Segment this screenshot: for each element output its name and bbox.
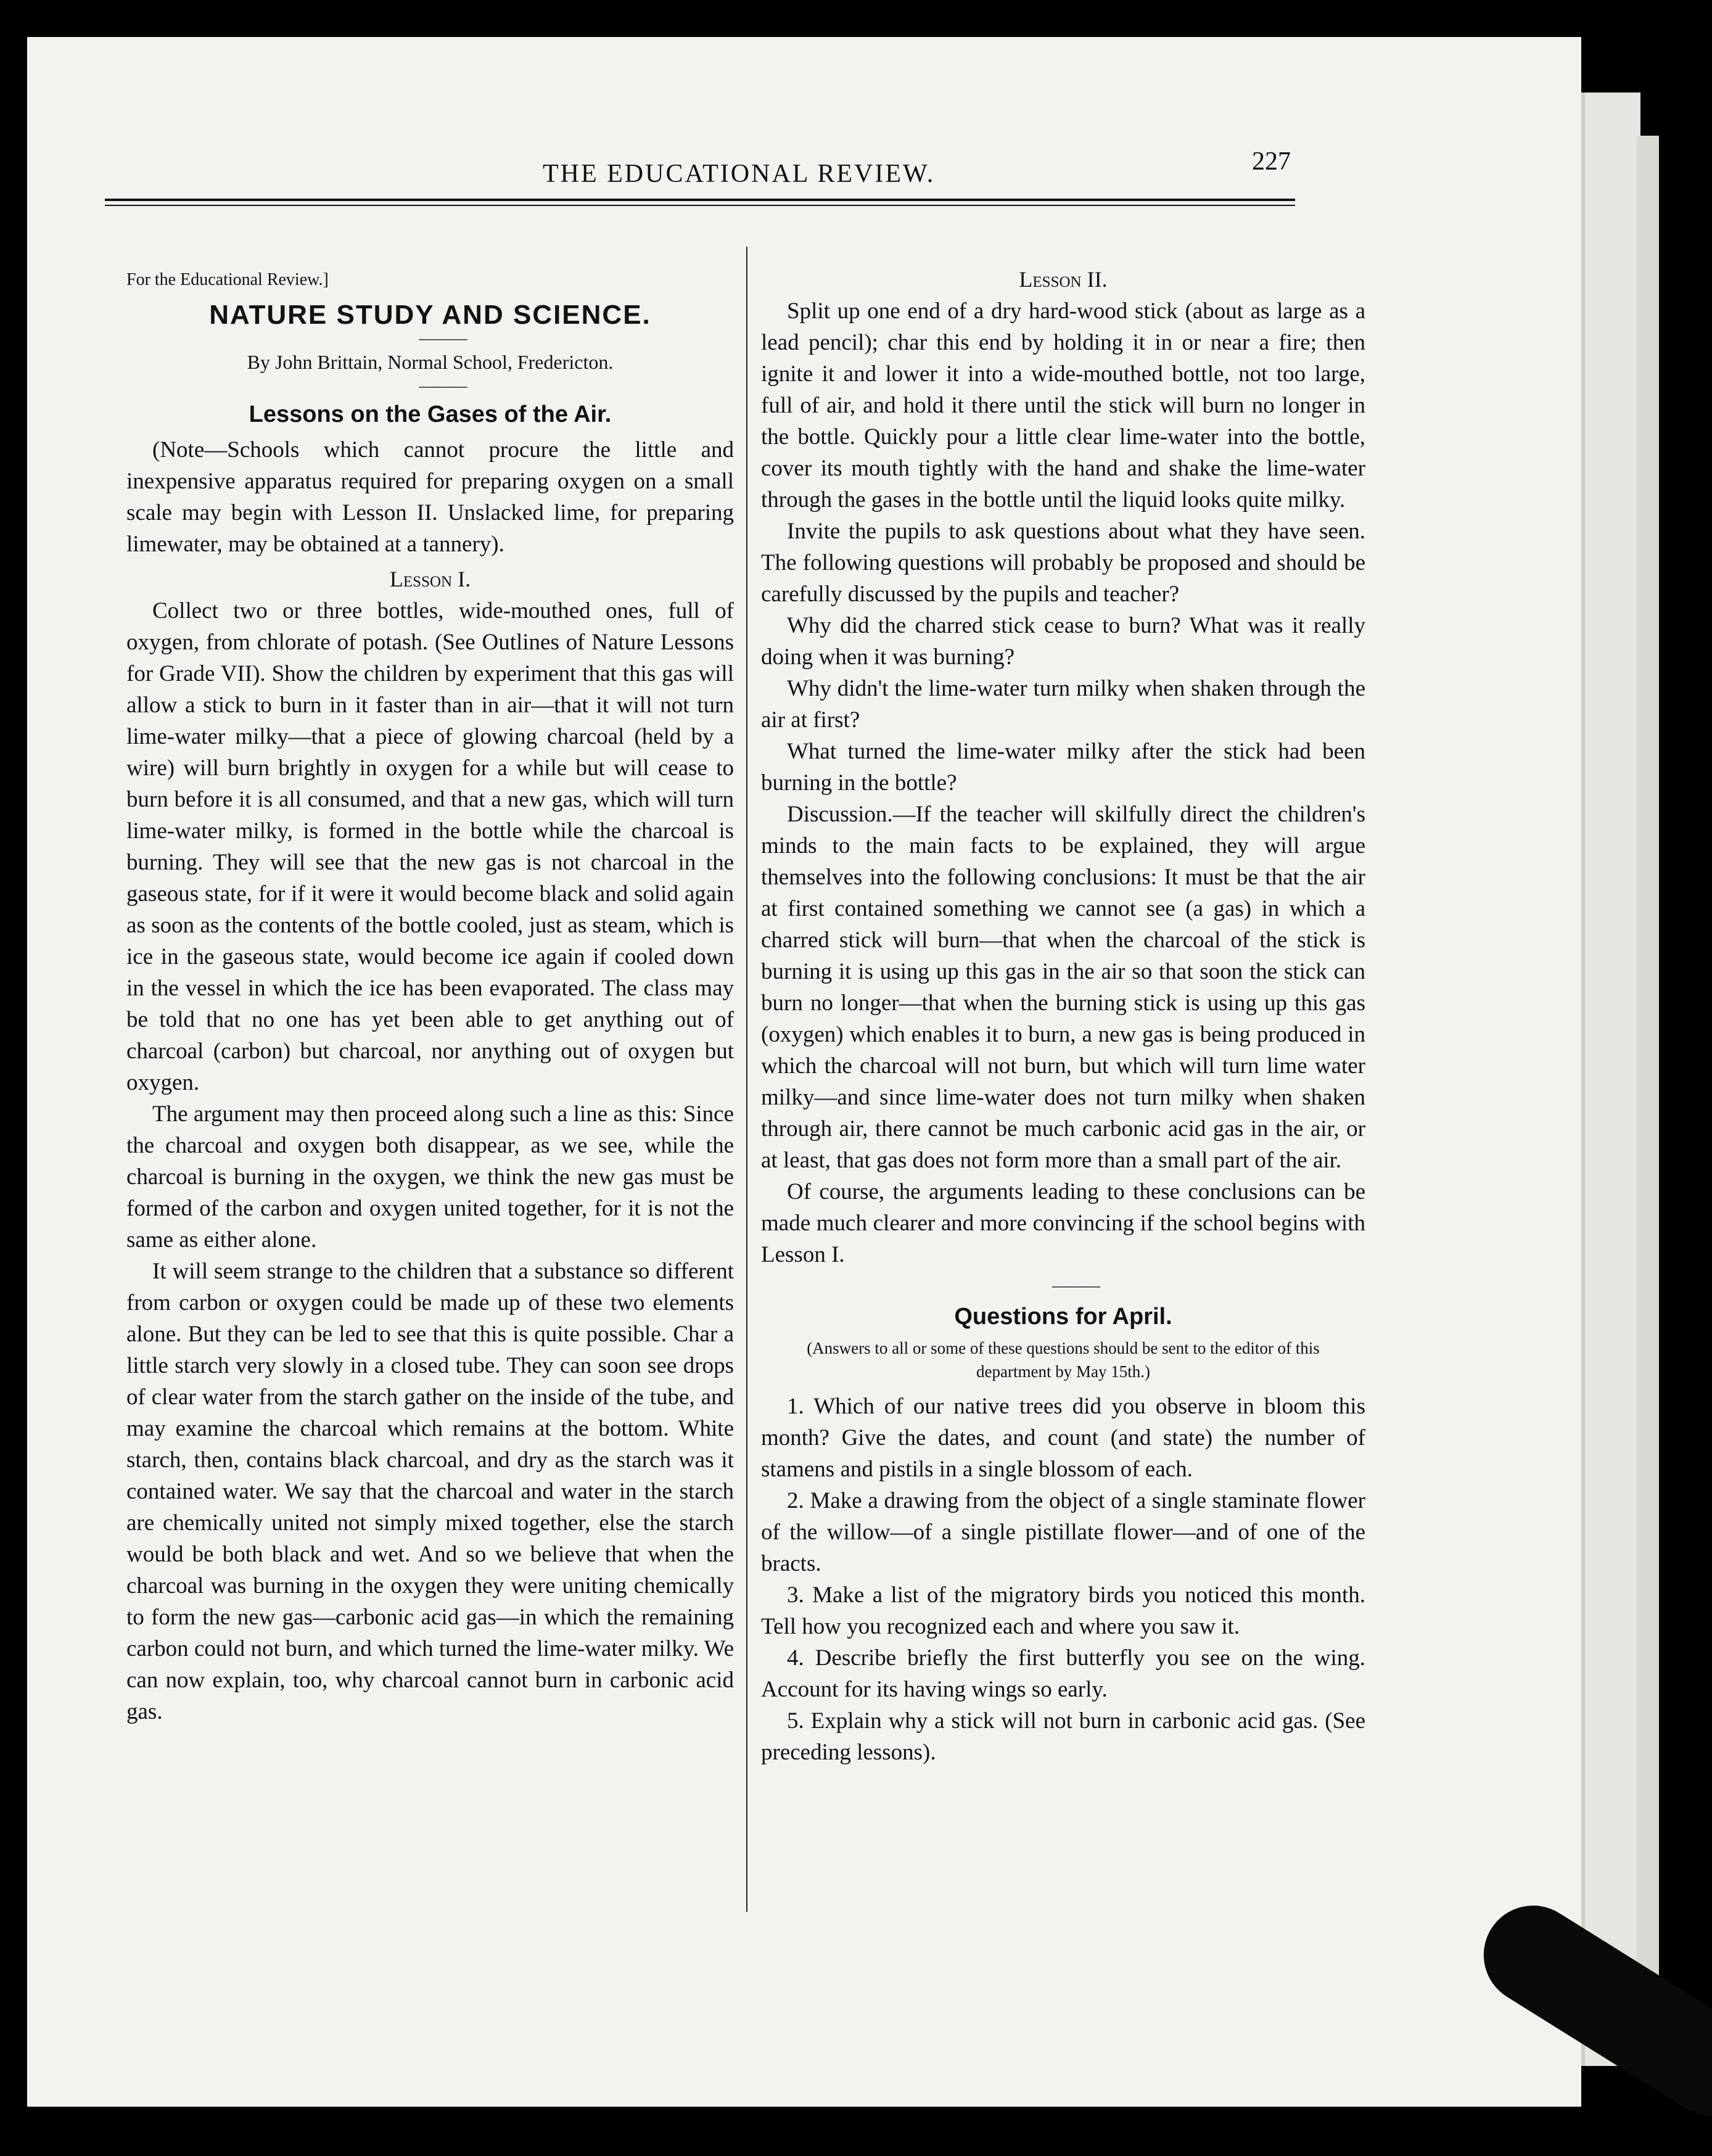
byline-dash: ———: [419, 377, 467, 395]
question-item: 3. Make a list of the migratory birds you noticed this month. Tell how you recognized each and where you saw it.: [761, 1582, 1365, 1639]
page-edge: [1581, 93, 1640, 2066]
lesson-1-paragraph: It will seem strange to the children that a substance so different from carbon or oxygen could be made up of these two elements alone. But they can be led to see that this is quite possible. Char a little starch very slowly in a closed tube. They can soon see drops of clear water from the starch gather on the inside of the tube, and may examine the charcoal which remains at the bottom. White starch, then, contains black charcoal, and dry as the starch was it contained water. We say that the charcoal and water in the starch are chemically united not simply mixed together, else the starch would be both black and wet. And so we believe that when the charcoal was burning in the oxygen they were uniting chemically to form the new gas—carbonic acid gas—in which the remaining carbon could not burn, and which turned the lime-water milky. We can now explain, too, why charcoal cannot burn in carbonic acid gas.: [126, 1259, 734, 1724]
left-column: [126, 264, 734, 1727]
page-edge-shadow: [1637, 136, 1659, 2035]
lesson-2-paragraph: What turned the lime-water milky after the stick had been burning in the bottle?: [761, 739, 1365, 796]
section-separator: ———: [1052, 1277, 1100, 1294]
question-item: 1. Which of our native trees did you observe in bloom this month? Give the dates, and count (and state) the number of stamens and pistils in a single blossom of each.: [761, 1394, 1365, 1482]
title-dash: ———: [419, 329, 467, 347]
article-credit: For the Educational Review.]: [126, 270, 329, 289]
question-item: 2. Make a drawing from the object of a single staminate flower of the willow—of a single pistillate flower—and of one of the bracts.: [761, 1488, 1365, 1576]
article-title: NATURE STUDY AND SCIENCE.: [209, 300, 651, 330]
article-byline: By John Brittain, Normal School, Fredericton.: [247, 351, 614, 373]
lesson-2-heading: Lesson II.: [1019, 267, 1108, 292]
questions-note: (Answers to all or some of these questions should be sent to the editor of this department by May 15th.): [807, 1339, 1320, 1381]
header-rule-thin: [105, 205, 1295, 206]
lesson-1-paragraph: The argument may then proceed along such a line as this: Since the charcoal and oxygen both disappear, as we see, while the charcoal is burning in the oxygen, we think the new gas must be formed of the carbon and oxygen united together, for it is not the same as either alone.: [126, 1101, 734, 1253]
lesson-2-paragraph: Why did the charred stick cease to burn? What was it really doing when it was burning?: [761, 613, 1365, 670]
question-item: 4. Describe briefly the first butterfly you see on the wing. Account for its having wings so early.: [761, 1645, 1365, 1702]
lesson-1-heading: Lesson I.: [389, 567, 471, 591]
right-column: [761, 264, 1365, 1768]
lesson-2-paragraph: Why didn't the lime-water turn milky when shaken through the air at first?: [761, 676, 1365, 733]
lesson-2-paragraph: Split up one end of a dry hard-wood stick (about as large as a lead pencil); char this end by holding it in or near a fire; then ignite it and lower it into a wide-mouthed bottle, not too large, full of air, and hold it there until the stick will burn no longer in the bottle. Quickly pour a little clear lime-water into the bottle, cover its mouth tightly with the hand and shake the lime-water through the gases in the bottle until the liquid looks quite milky.: [761, 298, 1365, 512]
page-number: 227: [1252, 147, 1291, 176]
article-note: (Note—Schools which cannot procure the little and inexpensive apparatus required for preparing oxygen on a small scale may begin with Lesson II. Unslacked lime, for preparing limewater, may be obtained at a tannery).: [126, 437, 734, 557]
lesson-2-paragraph: Of course, the arguments leading to these conclusions can be made much clearer and more convincing if the school begins with Lesson I.: [761, 1179, 1365, 1267]
lesson-1-paragraph: Collect two or three bottles, wide-mouthed ones, full of oxygen, from chlorate of potash. (See Outlines of Nature Lessons for Grade VII). Show the children by experiment that this gas will allow a stick to burn in it faster than in air—that it will not turn lime-water milky—that a piece of glowing charcoal (held by a wire) will burn brightly in oxygen for a while but will cease to burn before it is all consumed, and that a new gas, which will turn lime-water milky, is formed in the bottle while the charcoal is burning. They will see that the new gas is not charcoal in the gaseous state, for if it were it would become black and solid again as soon as the contents of the bottle cooled, just as steam, which is ice in the gaseous state, would become ice again if cooled down in the vessel in which the ice has been evaporated. The class may be told that no one has yet been able to get anything out of charcoal (carbon) but charcoal, nor anything out of oxygen but oxygen.: [126, 598, 734, 1095]
column-divider: [746, 247, 747, 1912]
lesson-2-paragraph: Invite the pupils to ask questions about what they have seen. The following questions will probably be proposed and should be carefully discussed by the pupils and teacher?: [761, 519, 1365, 607]
article-subtitle: Lessons on the Gases of the Air.: [249, 401, 612, 427]
header-rule: [105, 199, 1295, 201]
lesson-2-paragraph: Discussion.—If the teacher will skilfully direct the children's minds to the main facts to be explained, they will argue themselves into the following conclusions: It must be that the air at first contained something we cannot see (a gas) in which a charred stick will burn—that when the charcoal of the stick is burning it is using up this gas in the air so that soon the stick can burn no longer—that when the burning stick is using up this gas (oxygen) which enables it to burn, a new gas is being produced in which the charcoal will not burn, but which will turn lime water milky—and since lime-water does not turn milky when shaken through air, there cannot be much carbonic acid gas in the air, or at least, that gas does not form more than a small part of the air.: [761, 802, 1365, 1173]
running-head: THE EDUCATIONAL REVIEW.: [543, 160, 936, 188]
question-item: 5. Explain why a stick will not burn in carbonic acid gas. (See preceding lessons).: [761, 1708, 1365, 1765]
questions-heading: Questions for April.: [954, 1304, 1172, 1330]
